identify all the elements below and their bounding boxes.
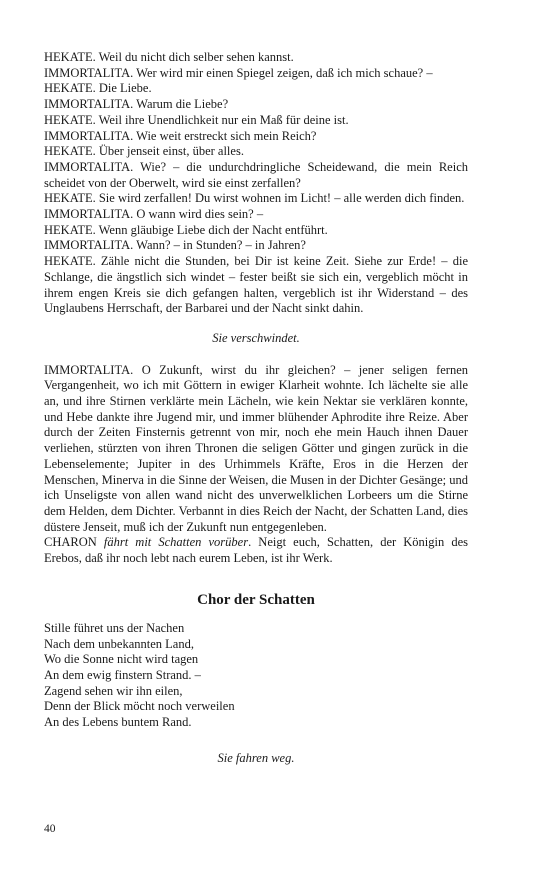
dialog-section <box>44 50 468 317</box>
dialog-line: HEKATE. Weil ihre Unendlichkeit nur ein Maß für deine ist. <box>44 112 349 127</box>
poem-line: An dem ewig finstern Strand. – <box>44 667 201 682</box>
charon-speaker: CHARON <box>44 535 97 550</box>
charon-direction: fährt mit Schatten vorüber <box>103 535 249 550</box>
dialog-line: HEKATE. Weil du nicht dich selber sehen kannst. <box>44 50 294 64</box>
poem-line: Wo die Sonne nicht wird tagen <box>44 652 199 667</box>
stage-direction: Sie fahren weg. <box>217 750 295 765</box>
dialog-line: IMMORTALITA. Wer wird mir einen Spiegel zeigen, daß ich mich schaue? – <box>44 65 433 80</box>
stage-direction: Sie verschwindet. <box>212 330 300 345</box>
dialog-line: HEKATE. Über jenseit einst, über alles. <box>44 144 244 159</box>
poem-line: Stille führet uns der Nachen <box>44 620 185 635</box>
dialog-line: IMMORTALITA. O wann wird dies sein? – <box>44 207 264 222</box>
poem-line: Denn der Blick möcht noch verweilen <box>44 699 235 714</box>
dialog-line: IMMORTALITA. Warum die Liebe? <box>44 97 229 112</box>
chorus-poem <box>44 621 468 731</box>
charon-paragraph <box>44 535 468 566</box>
dialog-line: HEKATE. Zähle nicht die Stunden, bei Dir ist keine Zeit. Siehe zur Erde! – die Schlange, die ängstlich sich windet – fester beißt sie sich ein, vergeblich möcht in ihrem engen Kreis sie dich gefangen halten, vergeblich ist ihr Widerstand – des Unglaubens Herrschaft, der Barbarei und der Nacht sinkt dahin. <box>44 254 468 316</box>
page-number: 40 <box>44 823 56 835</box>
poem-line: Nach dem unbekannten Land, <box>44 636 194 651</box>
poem-line: An des Lebens buntem Rand. <box>44 715 192 730</box>
monologue-paragraph: IMMORTALITA. O Zukunft, wirst du ihr gleichen? – jener seligen fernen Vergangenheit, wo ich mit Göttern in ewiger Klarheit wohnte. Ich lächelte sie alle an, und ihre Stirnen verklärte mein Lächeln, wie kein Nektar sie verklären konnte, und Hebe dankte ihre Jugend mir, und immer blühender Aphrodite ihre Reize. Aber durch der Zeiten Finsternis getrennt von mir, noch ehe mein Hauch ihnen Dauer verliehen, stürzten von ihren Thronen die seligen Götter und gingen zurück in die Lebenselemente; Jupiter in des Urhimmels Kräfte, Eros in die Herzen der Menschen, Minerva in die Sinne der Weisen, die Musen in der Dichter Gesänge; und ich Unseligste von allen wand nicht des unverwelklichen Lorbeers um die Stirne dem Helden, dem Dichter. Verbannt in dies Reich der Nacht, der Schatten Land, dies düstere Jenseit, muß ich der Zukunft nun entgegenleben. <box>44 362 468 534</box>
dialog-line: IMMORTALITA. Wie weit erstreckt sich mein Reich? <box>44 128 317 143</box>
poem-line: Zagend sehen wir ihn eilen, <box>44 683 183 698</box>
book-page <box>44 50 468 766</box>
dialog-line: HEKATE. Wenn gläubige Liebe dich der Nacht entführt. <box>44 222 328 237</box>
dialog-line: IMMORTALITA. Wann? – in Stunden? – in Jahren? <box>44 238 306 253</box>
charon-text: . Neigt euch, Schatten, der Königin des Erebos, daß ihr noch lebt nach eurem Leben, ist ihr Werk. <box>44 535 469 566</box>
dialog-line: IMMORTALITA. Wie? – die undurchdringliche Scheidewand, die mein Reich scheidet von der Oberwelt, wird sie einst zerfallen? <box>44 159 468 190</box>
dialog-line: HEKATE. Sie wird zerfallen! Du wirst wohnen im Licht! – alle werden dich finden. <box>44 191 465 206</box>
dialog-line: HEKATE. Die Liebe. <box>44 81 152 96</box>
chorus-heading: Chor der Schatten <box>197 591 315 608</box>
